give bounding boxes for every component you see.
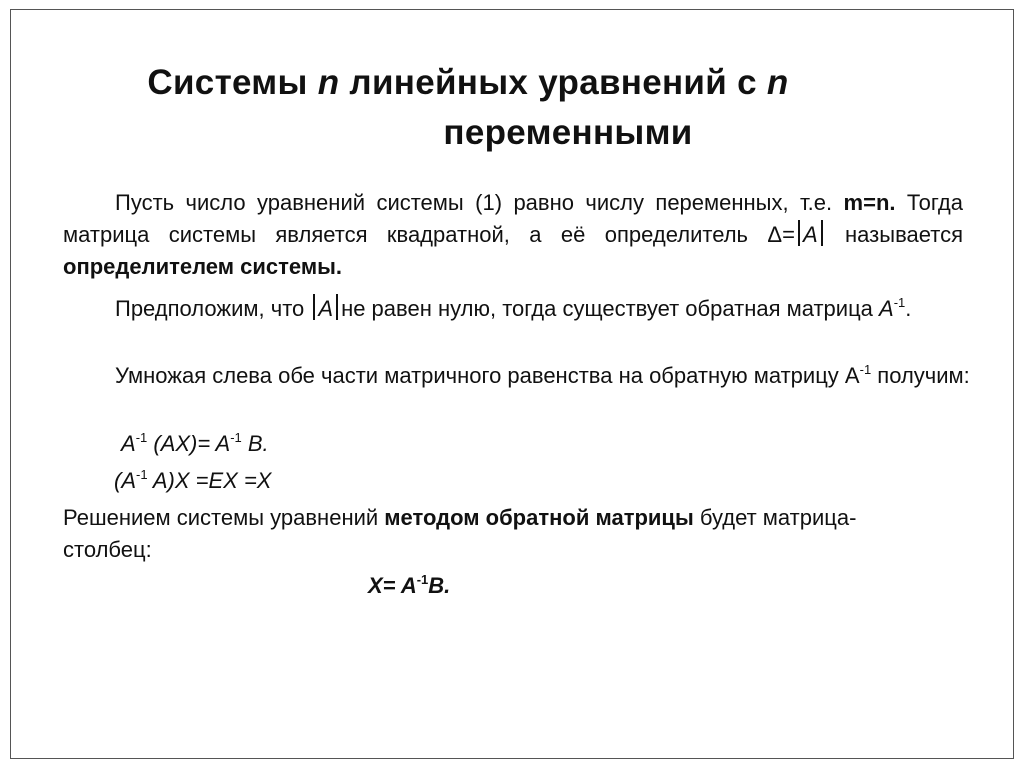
matrix-a: A <box>802 222 818 247</box>
matrix-a-2: A <box>318 296 334 321</box>
title-n-1: n <box>317 63 340 102</box>
det-bar-left <box>798 220 800 246</box>
title-n-2: n <box>766 63 789 102</box>
paragraph-4: Решением системы уравнений методом обратной матрицы будет матрица-столбец: <box>63 505 857 562</box>
title-line-1: Системы n линейных уравнений с n <box>147 63 789 102</box>
det-bar-right <box>821 220 823 246</box>
equation-2: ($A^{-1}$ A)X =EX =X <box>114 467 272 493</box>
m-equals-n: m=n. <box>843 190 896 215</box>
title-line-2: переменными <box>443 113 693 152</box>
bold-method-term: методом обратной матрицы <box>384 505 694 530</box>
slide-title <box>11 58 1015 158</box>
slide <box>10 9 1014 759</box>
paragraph-1: Пусть число уравнений системы (1) равно числу переменных, т.е. m=n. Тогда матрица системы является квадратной, а её определитель Δ= A называется определителем системы. <box>63 190 963 279</box>
paragraph-2: Предположим, что A не равен нулю, тогда существует обратная матрица $A^{-1}$. <box>115 295 912 321</box>
det-bar-left-2 <box>313 294 315 320</box>
matrix-a-inverse: A <box>879 296 894 321</box>
equation-1: $A^{-1}$ $(AX)= A^{-1}$ B. <box>121 430 269 456</box>
det-bar-right-2 <box>336 294 338 320</box>
paragraph-3: Умножая слева обе части матричного равенства на обратную матрицу $А^{-1}$ получим: <box>115 362 970 388</box>
equation-3: $X= A^{-1}B$. <box>368 572 451 598</box>
bold-determinant-term: определителем системы. <box>63 254 343 279</box>
